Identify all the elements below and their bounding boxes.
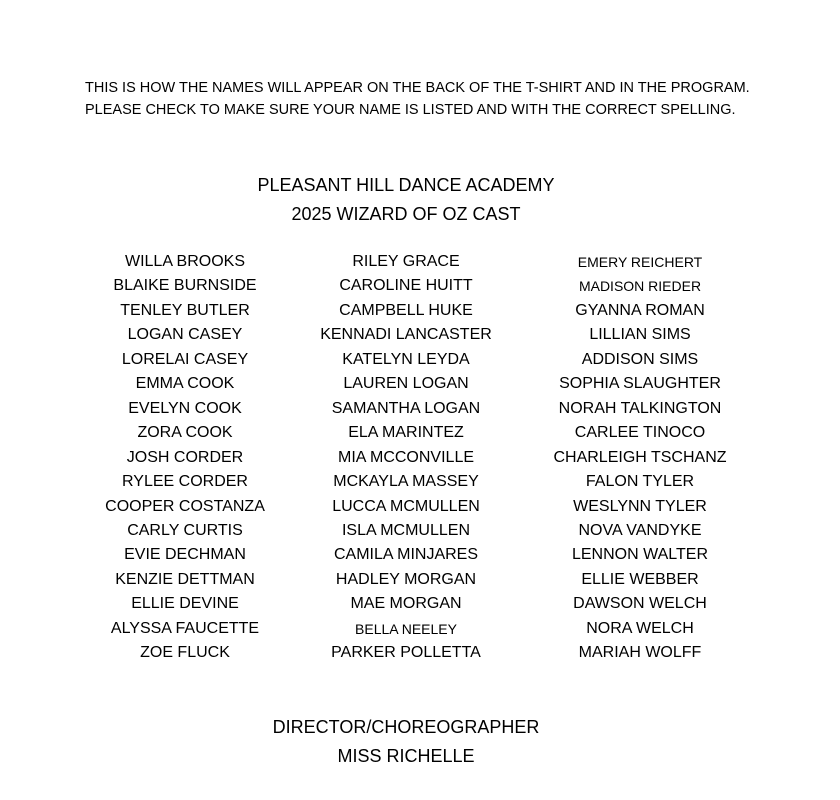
cast-name: MARIAH WOLFF [578,644,702,662]
cast-name: SAMANTHA LOGAN [331,399,481,417]
cast-name: ZORA COOK [137,424,233,442]
cast-name: KENZIE DETTMAN [115,570,255,588]
cast-name: LENNON WALTER [571,546,708,564]
cast-name: NORA WELCH [586,619,694,637]
cast-name: DAWSON WELCH [573,595,707,613]
cast-name: ZOE FLUCK [140,644,230,662]
cast-name: KATELYN LEYDA [342,350,470,368]
cast-name: LILLIAN SIMS [589,326,691,344]
cast-name: TENLEY BUTLER [120,301,250,319]
notice-line-1: THIS IS HOW THE NAMES WILL APPEAR ON THE BACK OF THE T-SHIRT AND IN THE PROGRAM. [85,80,750,96]
cast-name: CARLY CURTIS [127,521,243,539]
academy-name: PLEASANT HILL DANCE ACADEMY [257,175,555,195]
cast-name: CARLEE TINOCO [574,424,706,442]
cast-name: WESLYNN TYLER [573,497,707,515]
cast-name: ELA MARINTEZ [348,424,464,442]
cast-name: MADISON RIEDER [578,278,702,295]
director-role: DIRECTOR/CHOREOGRAPHER [272,717,540,737]
cast-name: CHARLEIGH TSCHANZ [553,448,727,466]
cast-name: ADDISON SIMS [581,350,699,368]
cast-column-3 [520,250,760,666]
cast-name: SOPHIA SLAUGHTER [559,375,721,393]
cast-name: MIA MCCONVILLE [337,448,475,466]
cast-name: EVIE DECHMAN [124,546,246,564]
cast-name: PARKER POLLETTA [331,644,481,662]
cast-name: RYLEE CORDER [122,473,248,491]
cast-name: EMERY REICHERT [577,254,703,270]
cast-name: FALON TYLER [585,473,695,491]
cast-column-2 [286,250,526,666]
cast-name: EMMA COOK [135,375,235,393]
cast-name: GYANNA ROMAN [575,301,705,319]
cast-name: WILLA BROOKS [124,253,246,270]
cast-name: KENNADI LANCASTER [320,326,492,344]
cast-name: CAROLINE HUITT [339,277,473,295]
cast-list-title [0,171,812,229]
cast-name: RILEY GRACE [352,253,460,270]
cast-name: JOSH CORDER [126,448,244,466]
cast-name: LOGAN CASEY [127,326,243,344]
cast-name: NOVA VANDYKE [578,521,702,539]
cast-name: MCKAYLA MASSEY [333,473,479,491]
cast-name: LUCCA MCMULLEN [332,497,480,515]
cast-name: BELLA NEELEY [355,620,457,637]
cast-name: ELLIE WEBBER [581,570,699,588]
cast-name: ISLA MCMULLEN [341,521,471,539]
cast-name: ELLIE DEVINE [131,595,239,613]
cast-name: CAMPBELL HUKE [339,301,473,319]
cast-name: NORAH TALKINGTON [558,399,722,417]
spelling-notice [85,77,750,121]
cast-name: MAE MORGAN [350,595,462,613]
cast-name: COOPER COSTANZA [105,497,265,515]
director-name: MISS RICHELLE [337,746,475,766]
notice-line-2: PLEASE CHECK TO MAKE SURE YOUR NAME IS LISTED AND WITH THE CORRECT SPELLING. [85,102,736,118]
cast-name: HADLEY MORGAN [335,570,477,588]
cast-name: CAMILA MINJARES [333,546,479,564]
director-credit [0,713,812,771]
cast-name: BLAIKE BURNSIDE [113,277,257,295]
show-title: 2025 WIZARD OF OZ CAST [291,204,521,224]
cast-name: ALYSSA FAUCETTE [110,619,260,637]
cast-name: LORELAI CASEY [121,350,249,368]
cast-name: LAUREN LOGAN [343,375,469,393]
cast-column-1 [65,250,305,666]
cast-name: EVELYN COOK [128,399,242,417]
